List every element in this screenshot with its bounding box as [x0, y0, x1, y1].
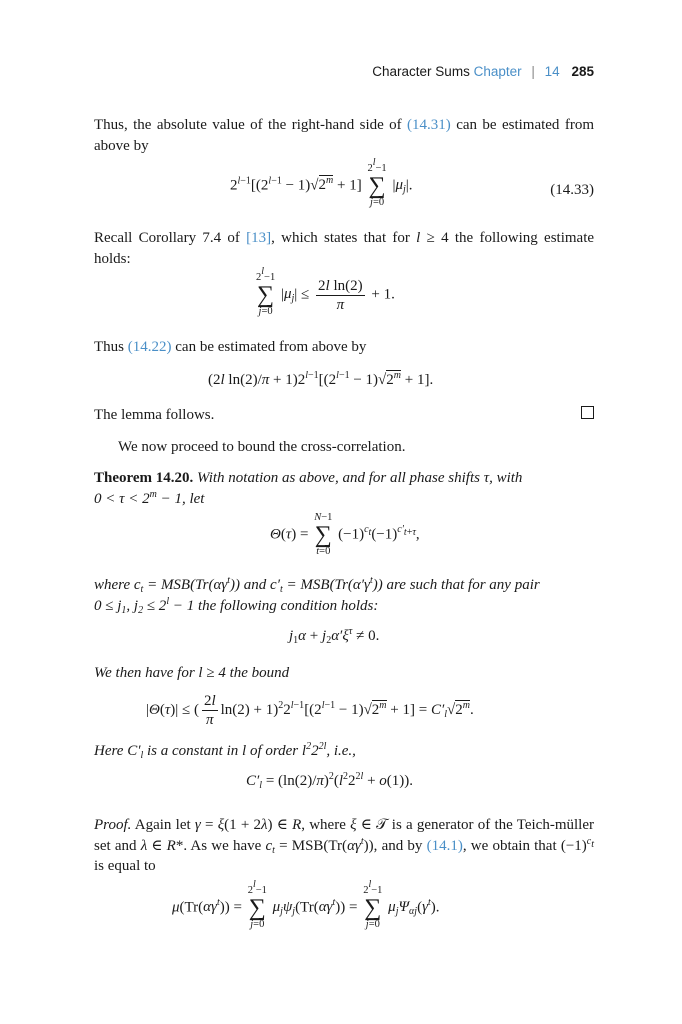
- text: can be estimated from above by: [171, 339, 367, 355]
- equation-theta: Θ(τ) = N−1 ∑ t=0 $(-1)^{c_t}(-1)^{c'_{t+\tau}}$,: [270, 512, 420, 557]
- citation-link-13[interactable]: [13]: [246, 230, 272, 246]
- text: − 1, let: [156, 490, 205, 507]
- text: is a constant in: [143, 743, 243, 759]
- qed-box: [581, 406, 594, 419]
- page-number: 285: [571, 64, 594, 79]
- text: is a generator of the Teich-müller set and: [94, 817, 594, 854]
- equation-link-14-1[interactable]: (14.1): [426, 837, 463, 854]
- header-separator: |: [531, 64, 535, 79]
- header-chapter-label: Chapter: [473, 64, 522, 79]
- equation-14-33: $2^{l-1}[(2^{l-1} - 1)√2^m + 1]$ $2^l-1$ ∑ j=0 $|\mu_j|$.: [230, 157, 413, 208]
- theorem-label: Theorem 14.20.: [94, 470, 194, 486]
- text: With notation as above, and for all phase shifts τ, with: [197, 470, 523, 486]
- text: Here: [94, 743, 128, 759]
- header-section-title: Character Sums: [372, 64, 470, 79]
- text: of order: [246, 743, 302, 759]
- text: the following estimate holds:: [94, 230, 595, 267]
- text: , i.e.,: [326, 743, 356, 759]
- equation-constant: $C'_l = (\ln(2)/\pi)^2(l^22^{2l} + o(1))$.: [246, 771, 414, 791]
- text: Recall Corollary 7.4 of: [94, 230, 247, 246]
- proof-paragraph: Proof. Again let γ = ξ(1 + 2λ) ∈ R, where ξ ∈ 𝒯 is a generator of the Teich-müller set and λ ∈ R*. As we have $c_t = MSB(Tr(\alpha\gamma^t))$, and by (14.1), we obtain that $(-1)^{c_t}$ is equal to: [94, 817, 595, 874]
- text: We then have for: [94, 665, 199, 681]
- paragraph-lemma-follows: The lemma follows.: [94, 407, 215, 423]
- text: , where: [301, 817, 351, 833]
- text: , we obtain that: [462, 837, 561, 854]
- equation-number: (14.33): [550, 182, 594, 198]
- text: is equal to: [94, 858, 156, 874]
- paragraph-intro: [94, 115, 594, 156]
- equation-bound: (2l $\ln(2)/\pi + 1)2^{l-1}[(2^{l-1} - 1)√2^m + 1]$.: [208, 370, 434, 388]
- paragraph-estimate: [94, 337, 594, 358]
- text: Thus: [94, 339, 128, 355]
- text: are such that for any pair: [382, 577, 540, 593]
- proof-label: Proof.: [94, 817, 132, 833]
- text: the following condition holds:: [194, 597, 379, 614]
- equation-condition: $j_1\alpha + j_2\alpha'\xi^\tau \ne 0$.: [289, 626, 380, 646]
- text: Thus, the absolute value of the right-hand side of: [94, 117, 408, 133]
- equation-link-14-22[interactable]: (14.22): [127, 339, 172, 355]
- book-page: [94, 0, 594, 1024]
- equation-link-14-31[interactable]: (14.31): [407, 117, 451, 133]
- bound-intro: We then have for l ≥ 4 the bound: [94, 665, 290, 681]
- text: the bound: [225, 665, 290, 681]
- summation: $2^l-1$ ∑ j=0: [367, 157, 387, 208]
- paragraph-cross-correlation: We now proceed to bound the cross-correlation.: [118, 439, 406, 455]
- text: 0 < τ < 2: [94, 490, 150, 507]
- text: . As we have: [183, 837, 266, 854]
- text: Again let: [131, 817, 195, 833]
- theorem-condition: where $c_t = MSB(Tr(\alpha\gamma^t))$ and $c'_t = MSB(Tr(\alpha'\gamma^t))$ are such that for any pair $0 \le j_1$, $j_2 \le 2^l - 1$ the following condition holds:: [94, 575, 540, 616]
- constant-description: Here $C'_l$ is a constant in l of order $l^22^{2l}$, i.e.,: [94, 741, 356, 761]
- text: where: [94, 577, 134, 593]
- equation-theta-bound: |Θ(τ)| ≤ ( $\frac{2l}{\pi}$ $\ln(2) + 1)^22^{l-1}[(2^{l-1} - 1)√2^m + 1] = C'_l√2^m$.: [146, 693, 474, 728]
- text: , and by: [373, 837, 427, 854]
- text: can be estimated from above by: [94, 117, 594, 154]
- equation-mu: $\mu(Tr(\alpha\gamma^t))$ = $2^l-1$ ∑ j=0 $\mu_j\psi_j(Tr(\alpha\gamma^t))$ = $2^l-1$ ∑ j=0 $\mu_j\Psi_{\alpha j}(\gamma^t)$.: [172, 879, 440, 930]
- paragraph-corollary: Recall Corollary 7.4 of [13], which states that for l ≥ 4 the following estimate holds:: [94, 230, 595, 267]
- header-chapter-number: 14: [544, 64, 560, 79]
- theorem-14-20: Theorem 14.20. With notation as above, and for all phase shifts τ, with $0 < \tau < 2^m - 1$, let: [94, 470, 523, 507]
- text: , which states that for: [271, 230, 417, 246]
- running-header: [372, 64, 594, 79]
- equation-estimate: $2^l-1$ ∑ j=0 $|\mu_j|$ ≤ $\frac{\text{2l ln(2)}}{\pi}$ + 1.: [256, 266, 395, 317]
